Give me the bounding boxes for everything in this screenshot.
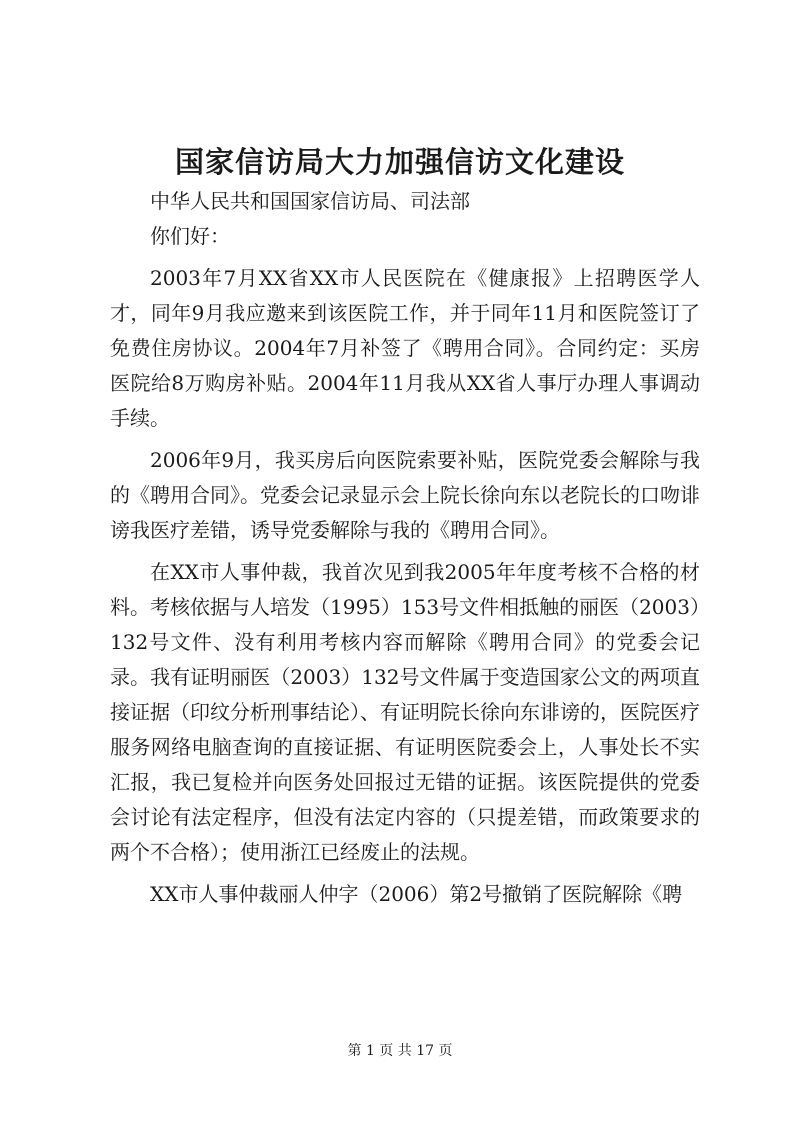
addressee-line: 中华人民共和国国家信访局、司法部 — [150, 189, 470, 213]
paragraph-3: 在XX市人事仲裁，我首次见到我2005年年度考核不合格的材料。考核依据与人培发（1995）153号文件相抵触的丽医（2003）132号文件、没有利用考核内容而解除《聘用合同》的党委会记录。我有证明丽医（2003）132号文件属于变造国家公文的两项直接证据（印纹分析刑事结论）、有证明院长徐向东诽谤的，医院医疗服务网络电脑查询的直接证据、有证明医院委会上，人事处长不实汇报，我已复检并向医务处回报过无错的证据。该医院提供的党委会讨论有法定程序，但没有法定内容的（只提差错，而政策要求的两个不合格）；使用浙江已经废止的法规。 — [110, 560, 700, 864]
paragraph-1: 2003年7月XX省XX市人民医院在《健康报》上招聘医学人才，同年9月我应邀来到该医院工作，并于同年11月和医院签订了免费住房协议。2004年7月补签了《聘用合同》。合同约定：买房医院给8万购房补贴。2004年11月我从XX省人事厅办理人事调动手续。 — [110, 266, 700, 430]
page-number-footer: 第 1 页 共 17 页 — [347, 1043, 453, 1059]
paragraph-4: XX市人事仲裁丽人仲字（2006）第2号撤销了医院解除《聘 — [150, 882, 683, 906]
document-title: 国家信访局大力加强信访文化建设 — [174, 145, 625, 179]
document-body — [110, 184, 700, 912]
greeting-line: 你们好： — [150, 224, 230, 248]
paragraph-2: 2006年9月，我买房后向医院索要补贴，医院党委会解除与我的《聘用合同》。党委会记录显示会上院长徐向东以老院长的口吻诽谤我医疗差错，诱导党委解除与我的《聘用合同》。 — [110, 448, 700, 542]
